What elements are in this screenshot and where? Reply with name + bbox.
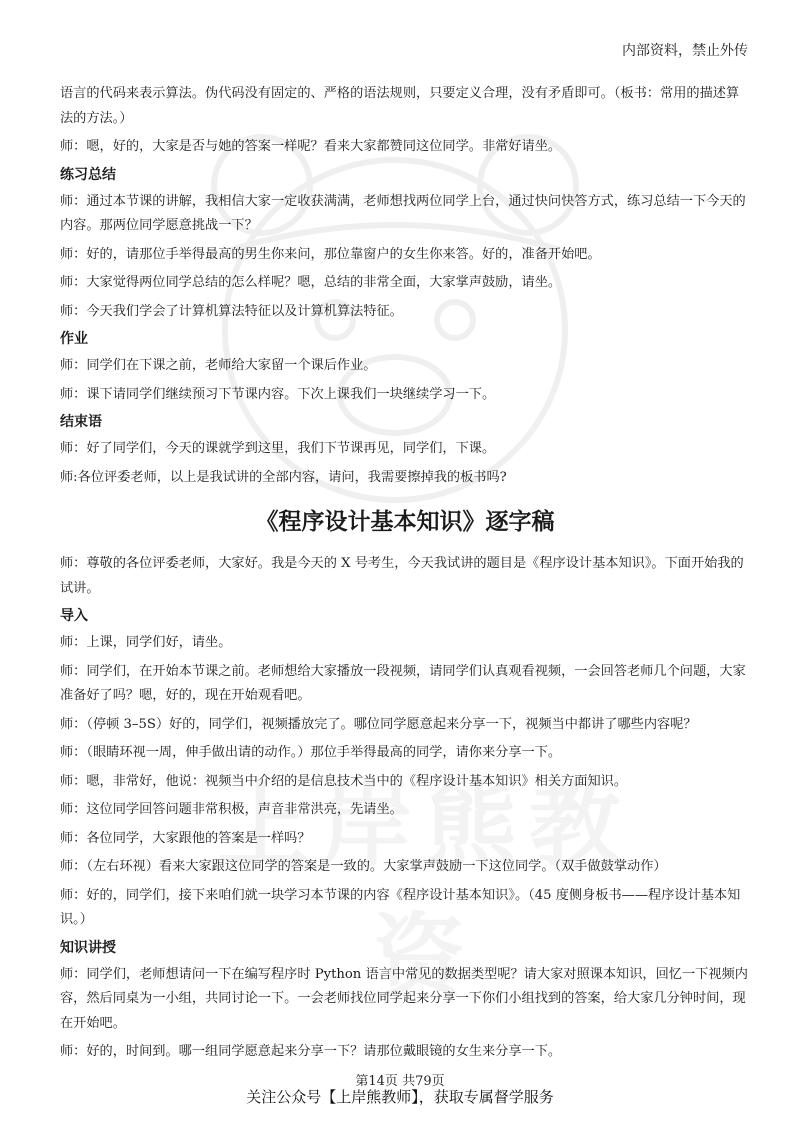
paragraph: 师：各位同学，大家跟他的答案是一样吗？	[60, 830, 311, 846]
section-heading: 作业	[60, 331, 88, 347]
confidential-note: 内部资料，禁止外传	[622, 43, 748, 59]
section-heading: 结束语	[60, 414, 102, 430]
paragraph: 语言的代码来表示算法。伪代码没有固定的、严格的语法规则，只要定义合理，没有矛盾即可。（板书：常用的描述算法的方法。）	[60, 86, 740, 126]
paragraph: 师：上课，同学们好，请坐。	[60, 635, 232, 650]
paragraph: 师：（左右环视）看来大家跟这位同学的答案是一致的。大家掌声鼓励一下这位同学。（双手做鼓掌动作）	[60, 859, 667, 874]
paragraph: 师：好的，请那位手举得最高的男生你来问，那位靠窗户的女生你来答。好的，准备开始吧。	[60, 246, 601, 262]
paragraph: 师:各位评委老师，以上是我试讲的全部内容，请问，我需要擦掉我的板书吗?	[60, 469, 507, 485]
paragraph: 师：同学们，老师想请问一下在编写程序时 Python 语言中常见的数据类型呢？请大家对照课本知识，回忆一下视频内容，然后同桌为一小组，共同讨论一下。一会老师找位同学起来分享一下你们小组找到的答案，给大家几分钟时间，现在开始吧。	[60, 966, 748, 1031]
section-heading: 知识讲授	[60, 939, 116, 956]
paragraph: 师：嗯，非常好，他说：视频当中介绍的是信息技术当中的《程序设计基本知识》相关方面知识。	[60, 773, 628, 789]
paragraph: 师：同学们在下课之前，老师给大家留一个课后作业。	[60, 358, 377, 373]
document-title: 《程序设计基本知识》逐字稿	[255, 509, 555, 535]
document-body	[60, 82, 750, 1069]
section-heading: 练习总结	[60, 166, 116, 183]
page-number: 第14页 共79页	[355, 1074, 445, 1089]
paragraph: 师：课下请同学们继续预习下节课内容。下次上课我们一块继续学习一下。	[60, 386, 496, 402]
paragraph: 师：嗯，好的，大家是否与她的答案一样呢？看来大家都赞同这位同学。非常好请坐。	[60, 139, 562, 154]
paragraph: 师：大家觉得两位同学总结的怎么样呢？嗯，总结的非常全面，大家掌声鼓励，请坐。	[60, 275, 562, 290]
paragraph: 师：这位同学回答问题非常积极，声音非常洪亮，先请坐。	[60, 802, 403, 817]
paragraph: 师：同学们，在开始本节课之前。老师想给大家播放一段视频，请同学们认真观看视频，一会回答老师几个问题，大家准备好了吗？嗯，好的，现在开始观看吧。	[60, 663, 746, 703]
section-heading: 导入	[60, 608, 88, 624]
paragraph: 师：（眼睛环视一周，伸手做出请的动作。）那位手举得最高的同学，请你来分享一下。	[60, 745, 562, 760]
paragraph: 师：尊敬的各位评委老师，大家好。我是今天的 X 号考生，今天我试讲的题目是《程序设计基本知识》。下面开始我的试讲。	[60, 556, 744, 596]
paragraph: 师：好了同学们，今天的课就学到这里，我们下节课再见，同学们，下课。	[60, 441, 496, 456]
footer-promo: 关注公众号【上岸熊教师】，获取专属督学服务	[246, 1088, 554, 1106]
paragraph: 师：好的，同学们，接下来咱们就一块学习本节课的内容《程序设计基本知识》。（45 度侧身板书——程序设计基本知识。）	[60, 887, 741, 927]
paragraph: 师：好的，时间到。哪一组同学愿意起来分享一下？请那位戴眼镜的女生来分享一下。	[60, 1044, 562, 1059]
paragraph: 师：今天我们学会了计算机算法特征以及计算机算法特征。	[60, 303, 403, 319]
paragraph: 师：（停顿 3–5S）好的，同学们，视频播放完了。哪位同学愿意起来分享一下，视频当中都讲了哪些内容呢？	[60, 716, 697, 732]
paragraph: 师：通过本节课的讲解，我相信大家一定收获满满，老师想找两位同学上台，通过快问快答方式，练习总结一下今天的内容。那两位同学愿意挑战一下？	[60, 193, 746, 233]
